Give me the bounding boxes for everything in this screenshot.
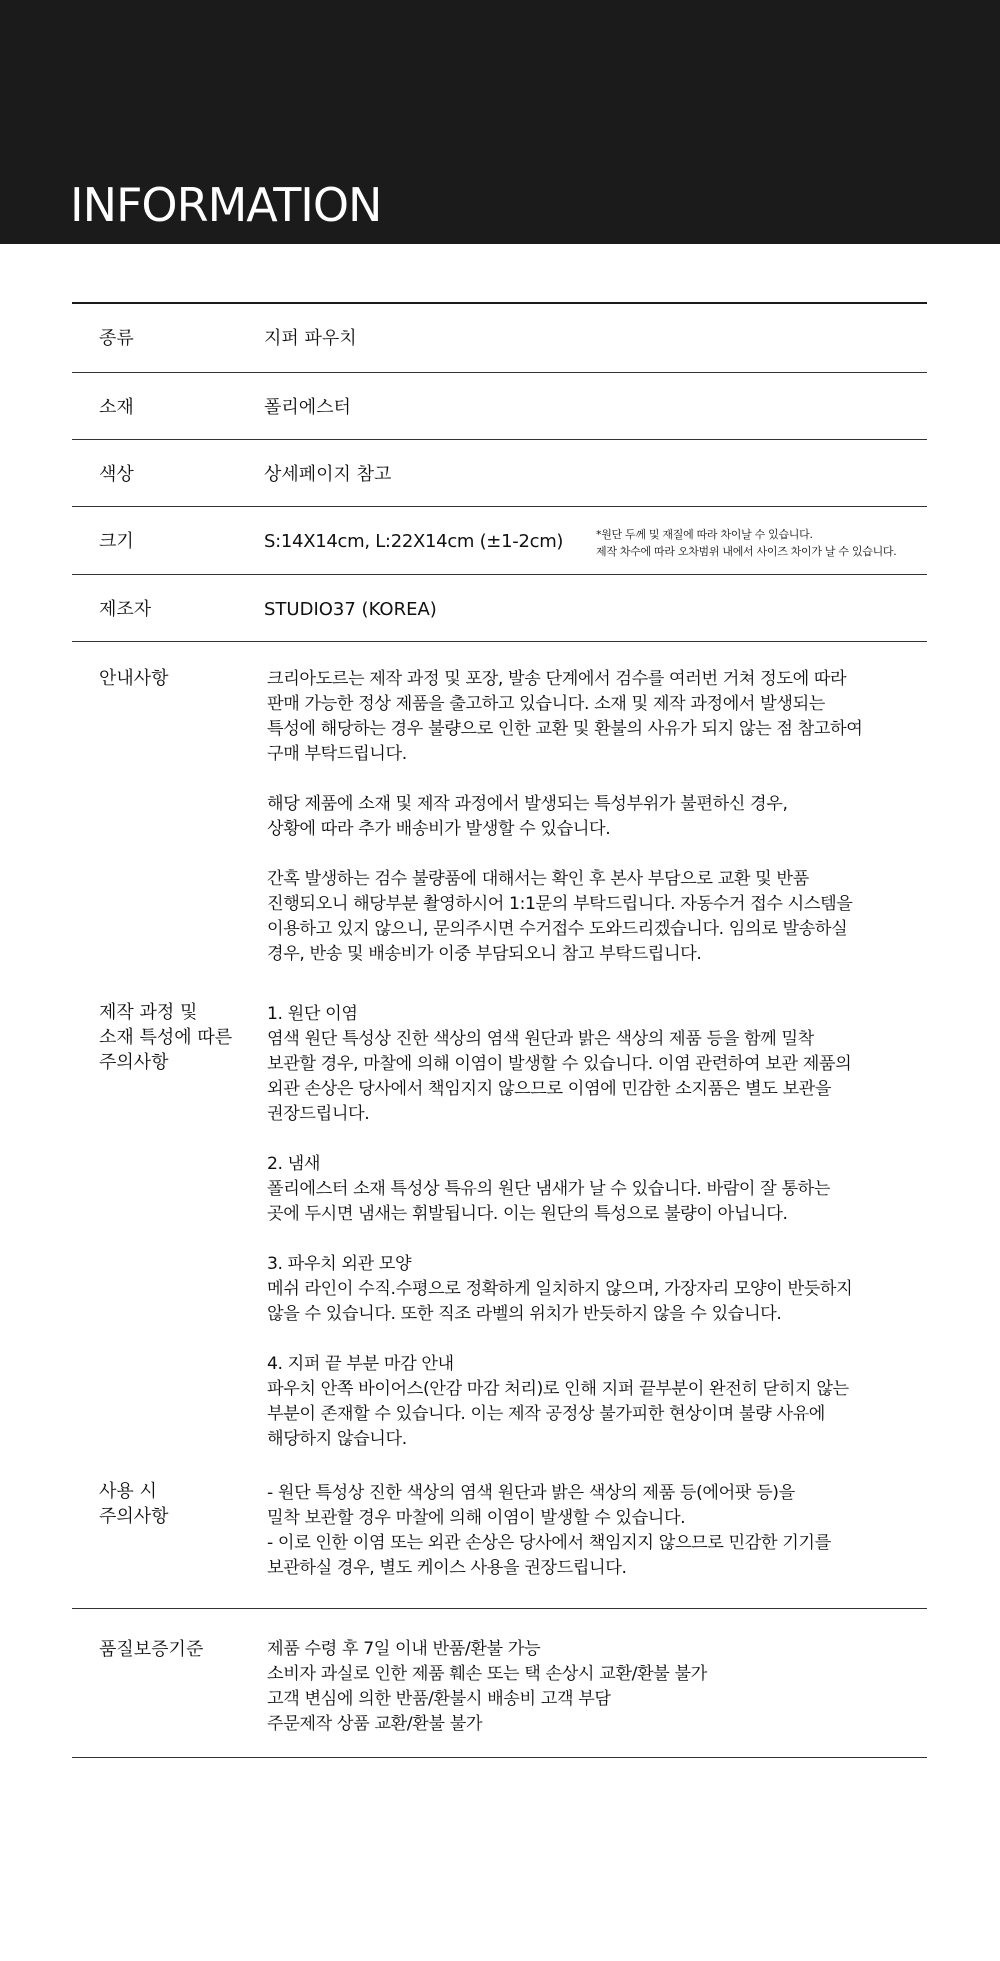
guide-paragraph-1: 크리아도르는 제작 과정 및 포장, 발송 단계에서 검수를 여러번 거쳐 정도에 따라 판매 가능한 정상 제품을 출고하고 있습니다. 소재 및 제작 과정에서 발생되는 특성에 해당하는 경우 불량으로 인한 교환 및 환불의 사유가 되지 않는 점 참고하여 구매 부탁드립니다. — [267, 669, 863, 764]
row-value-material: 폴리에스터 — [264, 397, 351, 418]
row-label-material: 소재 — [99, 397, 134, 418]
row-value-type: 지퍼 파우치 — [264, 328, 357, 349]
row-value-size: S:14X14cm, L:22X14cm (±1-2cm) — [264, 531, 564, 552]
row-label-type: 종류 — [99, 328, 134, 349]
row-divider — [72, 1608, 927, 1609]
usage-text: - 원단 특성상 진한 색상의 염색 원단과 밝은 색상의 제품 등(에어팟 등)을 밀착 보관할 경우 마찰에 의해 이염이 발생할 수 있습니다. - 이로 인한 이염 또는 외관 손상은 당사에서 책임지지 않으므로 민감한 기기를 보관하실 경우, 별도 케이스 사용을 권장드립니다. — [267, 1483, 831, 1578]
header-banner — [0, 0, 1000, 244]
usage-label: 사용 시 주의사항 — [99, 1481, 169, 1527]
row-label-size: 크기 — [99, 531, 134, 552]
guide-paragraph-2: 해당 제품에 소재 및 제작 과정에서 발생되는 특성부위가 불편하신 경우, 상황에 따라 추가 배송비가 발생할 수 있습니다. — [267, 794, 788, 839]
guide-label: 안내사항 — [99, 668, 169, 689]
caution-item-odor: 2. 냄새 폴리에스터 소재 특성상 특유의 원단 냄새가 날 수 있습니다. 바람이 잘 통하는 곳에 두시면 냄새는 휘발됩니다. 이는 원단의 특성으로 불량이 아닙니다. — [267, 1154, 831, 1224]
row-divider — [72, 372, 927, 373]
caution-item-shape: 3. 파우치 외관 모양 메쉬 라인이 수직.수평으로 정확하게 일치하지 않으며, 가장자리 모양이 반듯하지 않을 수 있습니다. 또한 직조 라벨의 위치가 반듯하지 않을 수 있습니다. — [267, 1254, 853, 1324]
caution-item-dye-transfer: 1. 원단 이염 염색 원단 특성상 진한 색상의 염색 원단과 밝은 색상의 제품 등을 함께 밀착 보관할 경우, 마찰에 의해 이염이 발생할 수 있습니다. 이염 관련하여 보관 제품의 외관 손상은 당사에서 책임지지 않으므로 이염에 민감한 소지품은 별도 보관을 권장드립니다. — [267, 1004, 852, 1124]
quality-text: 제품 수령 후 7일 이내 반품/환불 가능 소비자 과실로 인한 제품 훼손 또는 택 손상시 교환/환불 불가 고객 변심에 의한 반품/환불시 배송비 고객 부담 주문제작 상품 교환/환불 불가 — [267, 1639, 707, 1734]
row-divider — [72, 641, 927, 642]
row-label-color: 색상 — [99, 464, 134, 485]
caution-item-zipper: 4. 지퍼 끝 부분 마감 안내 파우치 안쪽 바이어스(안감 마감 처리)로 인해 지퍼 끝부분이 완전히 닫히지 않는 부분이 존재할 수 있습니다. 이는 제작 공정상 불가피한 현상이며 불량 사유에 해당하지 않습니다. — [267, 1354, 849, 1449]
caution-label: 제작 과정 및 소재 특성에 따른 주의사항 — [99, 1002, 233, 1073]
row-divider — [72, 506, 927, 507]
row-value-color: 상세페이지 참고 — [264, 464, 392, 485]
table-top-rule — [72, 302, 927, 304]
page-title: INFORMATION — [70, 178, 382, 232]
size-note-line-1: *원단 두께 및 재질에 따라 차이날 수 있습니다. — [596, 528, 813, 541]
quality-label: 품질보증기준 — [99, 1639, 204, 1660]
row-divider — [72, 574, 927, 575]
size-note-line-2: 제작 차수에 따라 오차범위 내에서 사이즈 차이가 날 수 있습니다. — [596, 545, 897, 558]
guide-paragraph-3: 간혹 발생하는 검수 불량품에 대해서는 확인 후 본사 부담으로 교환 및 반품 진행되오니 해당부분 촬영하시어 1:1문의 부탁드립니다. 자동수거 접수 시스템을 이용하고 있지 않으니, 문의주시면 수거접수 도와드리겠습니다. 임의로 발송하실 경우, 반송 및 배송비가 이중 부담되오니 참고 부탁드립니다. — [267, 869, 853, 964]
row-divider — [72, 439, 927, 440]
table-bottom-rule — [72, 1757, 927, 1758]
row-value-maker: STUDIO37 (KOREA) — [264, 599, 437, 620]
row-label-maker: 제조자 — [99, 599, 152, 620]
